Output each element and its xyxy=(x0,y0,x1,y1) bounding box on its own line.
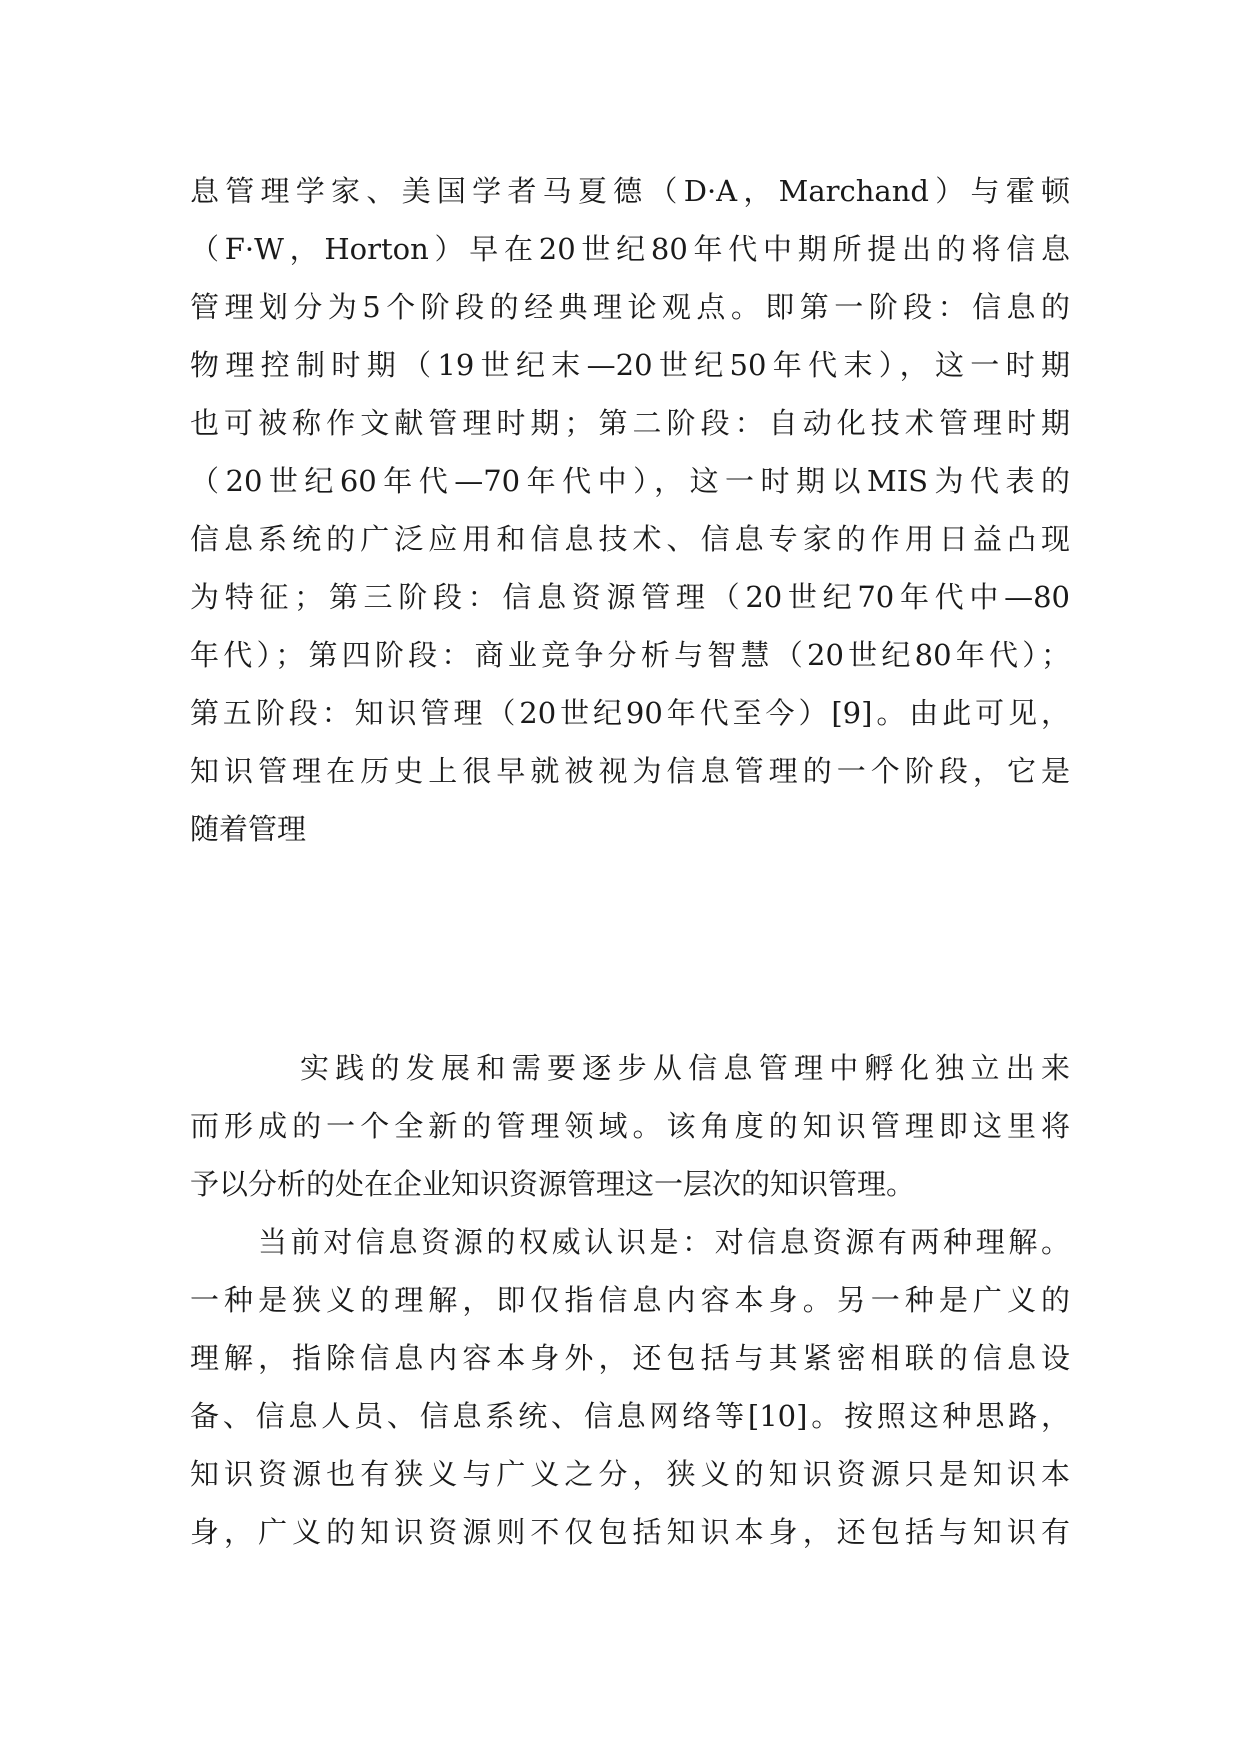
text-line: 而形成的一个全新的管理领域。该角度的知识管理即这里将 xyxy=(190,1109,1070,1143)
text-line: （F·W，Horton）早在20世纪80年代中期所提出的将信息 xyxy=(190,232,1070,266)
text-line: 知识资源也有狭义与广义之分，狭义的知识资源只是知识本 xyxy=(190,1457,1070,1491)
text-line: 理解，指除信息内容本身外，还包括与其紧密相联的信息设 xyxy=(190,1341,1070,1375)
text-line: 第五阶段：知识管理（20世纪90年代至今）[9]。由此可见， xyxy=(190,696,1070,730)
text-line: 备、信息人员、信息系统、信息网络等[10]。按照这种思路， xyxy=(190,1399,1070,1433)
text-line: 也可被称作文献管理时期；第二阶段：自动化技术管理时期 xyxy=(190,406,1070,440)
text-line: 实践的发展和需要逐步从信息管理中孵化独立出来 xyxy=(300,1051,1070,1085)
text-line: 一种是狭义的理解，即仅指信息内容本身。另一种是广义的 xyxy=(190,1283,1070,1317)
text-line: 身，广义的知识资源则不仅包括知识本身，还包括与知识有 xyxy=(190,1515,1070,1549)
text-line: 物理控制时期（19世纪末—20世纪50年代末），这一时期 xyxy=(190,348,1070,382)
text-line: 予以分析的处在企业知识资源管理这一层次的知识管理。 xyxy=(190,1167,916,1201)
text-line: 息管理学家、美国学者马夏德（D·A，Marchand）与霍顿 xyxy=(190,174,1070,208)
text-line: 年代）；第四阶段：商业竞争分析与智慧（20世纪80年代）； xyxy=(190,638,1070,672)
paragraph-continuation xyxy=(190,162,1070,858)
text-line: 信息系统的广泛应用和信息技术、信息专家的作用日益凸现 xyxy=(190,522,1070,556)
text-line: 管理划分为5个阶段的经典理论观点。即第一阶段：信息的 xyxy=(190,290,1070,324)
text-line: 为特征；第三阶段：信息资源管理（20世纪70年代中—80 xyxy=(190,580,1070,614)
text-line: 知识管理在历史上很早就被视为信息管理的一个阶段，它是 xyxy=(190,754,1070,788)
text-line: 当前对信息资源的权威认识是：对信息资源有两种理解。 xyxy=(258,1225,1070,1259)
text-line: （20世纪60年代—70年代中），这一时期以MIS为代表的 xyxy=(190,464,1070,498)
paragraph-body xyxy=(190,1039,1070,1561)
text-line: 随着管理 xyxy=(190,812,307,846)
